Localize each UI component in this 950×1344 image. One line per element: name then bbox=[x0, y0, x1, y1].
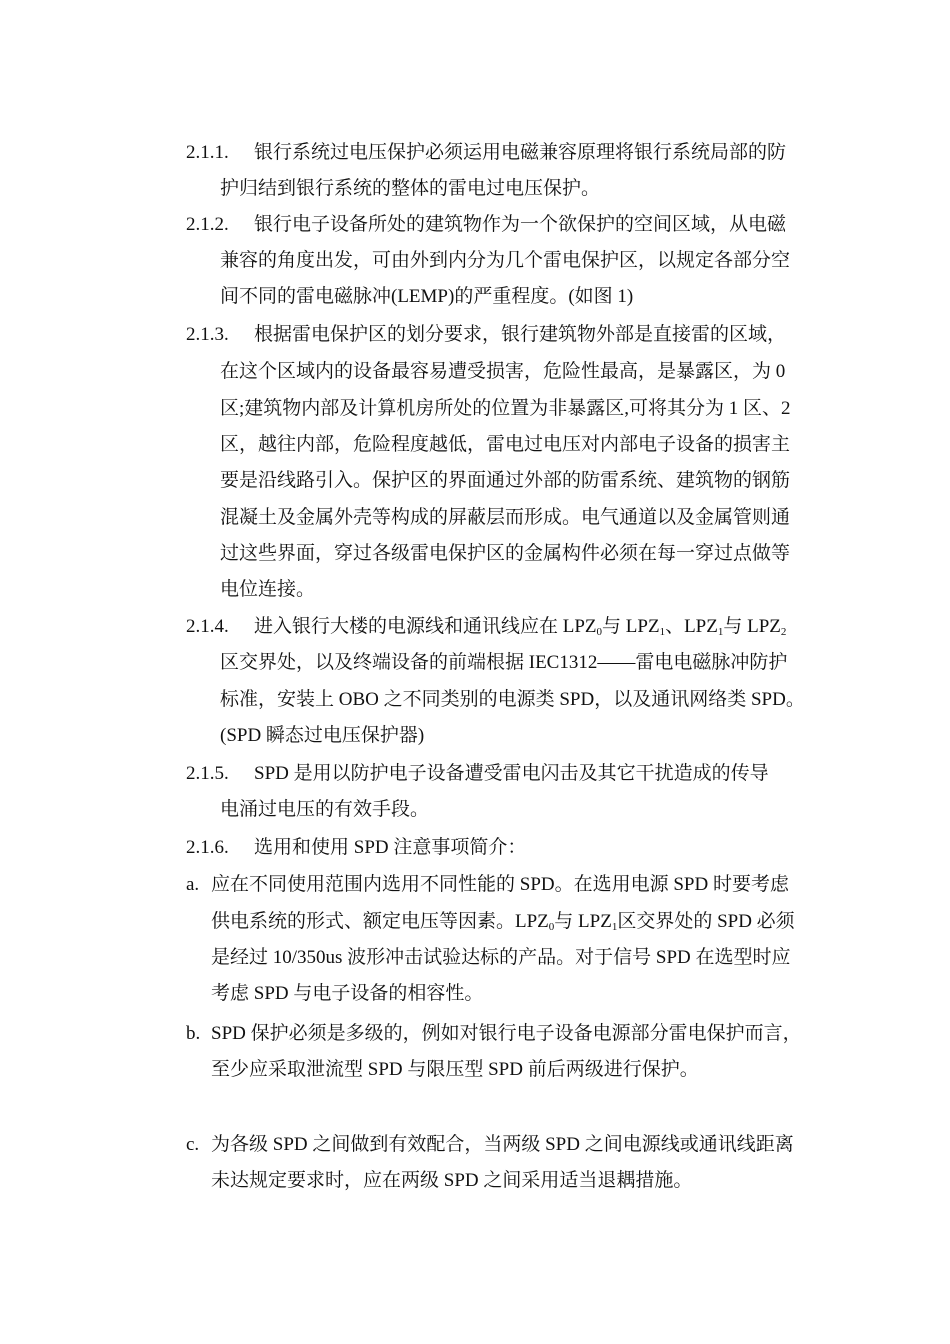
paragraph-line: 是经过 10/350us 波形冲击试验达标的产品。对于信号 SPD 在选型时应 bbox=[211, 947, 791, 968]
paragraph-line: 应在不同使用范围内选用不同性能的 SPD。在选用电源 SPD 时要考虑 bbox=[211, 874, 789, 895]
sub-item-label: c. bbox=[186, 1134, 200, 1155]
paragraph-line: 过这些界面，穿过各级雷电保护区的金属构件必须在每一穿过点做等 bbox=[220, 543, 791, 564]
subscript: 1 bbox=[659, 626, 666, 638]
item-number: 2.1.4. bbox=[186, 616, 229, 637]
paragraph-line: 未达规定要求时，应在两级 SPD 之间采用适当退耦措施。 bbox=[211, 1170, 693, 1191]
text-run: 进入银行大楼的电源线和通讯线应在 LPZ bbox=[254, 616, 597, 637]
subscript: 1 bbox=[717, 626, 724, 638]
text-run: 与 LPZ bbox=[602, 616, 660, 637]
paragraph-line: 在这个区域内的设备最容易遭受损害，危险性最高，是暴露区，为 0 bbox=[220, 361, 786, 382]
paragraph-line: (SPD 瞬态过电压保护器) bbox=[220, 725, 425, 746]
paragraph-line: 区，越往内部，危险程度越低，雷电过电压对内部电子设备的损害主 bbox=[220, 434, 791, 455]
paragraph-line: 电位连接。 bbox=[220, 579, 316, 600]
paragraph-line: 间不同的雷电磁脉冲(LEMP)的严重程度。(如图 1) bbox=[220, 286, 634, 307]
paragraph-line bbox=[211, 910, 795, 934]
paragraph-line: 银行系统过电压保护必须运用电磁兼容原理将银行系统局部的防 bbox=[254, 142, 787, 163]
text-run: 供电系统的形式、额定电压等因素。LPZ bbox=[211, 911, 549, 932]
paragraph-line: 区交界处，以及终端设备的前端根据 IEC1312——雷电电磁脉冲防护 bbox=[220, 652, 788, 673]
subscript: 2 bbox=[780, 626, 787, 638]
paragraph-line: 混凝土及金属外壳等构成的屏蔽层而形成。电气通道以及金属管则通 bbox=[220, 507, 791, 528]
paragraph-line: 兼容的角度出发，可由外到内分为几个雷电保护区，以规定各部分空 bbox=[220, 250, 791, 271]
paragraph-line: 为各级 SPD 之间做到有效配合，当两级 SPD 之间电源线或通讯线距离 bbox=[211, 1134, 794, 1155]
item-number: 2.1.5. bbox=[186, 763, 229, 784]
subscript: 1 bbox=[611, 921, 618, 933]
paragraph-line: 电涌过电压的有效手段。 bbox=[220, 799, 430, 820]
paragraph-line: 标准，安装上 OBO 之不同类别的电源类 SPD，以及通讯网络类 SPD。 bbox=[220, 689, 805, 710]
subscript: 0 bbox=[548, 921, 555, 933]
item-number: 2.1.1. bbox=[186, 142, 229, 163]
text-run: 与 LPZ bbox=[723, 616, 781, 637]
paragraph-line: 护归结到银行系统的整体的雷电过电压保护。 bbox=[220, 178, 601, 199]
sub-item-label: b. bbox=[186, 1023, 201, 1044]
paragraph-line: 考虑 SPD 与电子设备的相容性。 bbox=[211, 983, 484, 1004]
subscript: 0 bbox=[596, 626, 603, 638]
text-run: 区交界处的 SPD 必须 bbox=[617, 911, 795, 932]
item-number: 2.1.6. bbox=[186, 837, 229, 858]
item-number: 2.1.3. bbox=[186, 324, 229, 345]
paragraph-line: 区;建筑物内部及计算机房所处的位置为非暴露区,可将其分为 1 区、2 bbox=[220, 398, 791, 419]
paragraph-line: 至少应采取泄流型 SPD 与限压型 SPD 前后两级进行保护。 bbox=[211, 1059, 699, 1080]
paragraph-line: 要是沿线路引入。保护区的界面通过外部的防雷系统、建筑物的钢筋 bbox=[220, 470, 791, 491]
paragraph-line: SPD 是用以防护电子设备遭受雷电闪击及其它干扰造成的传导 bbox=[254, 763, 769, 784]
paragraph-line: 根据雷电保护区的划分要求，银行建筑物外部是直接雷的区域， bbox=[254, 324, 787, 345]
paragraph-line: SPD 保护必须是多级的，例如对银行电子设备电源部分雷电保护而言， bbox=[211, 1023, 802, 1044]
item-number: 2.1.2. bbox=[186, 214, 229, 235]
text-run: 、LPZ bbox=[665, 616, 718, 637]
paragraph-line: 选用和使用 SPD 注意事项简介： bbox=[254, 837, 527, 858]
paragraph-line: 银行电子设备所处的建筑物作为一个欲保护的空间区域，从电磁 bbox=[254, 214, 787, 235]
text-run: 与 LPZ bbox=[554, 911, 612, 932]
sub-item-label: a. bbox=[186, 874, 200, 895]
paragraph-line bbox=[254, 615, 786, 639]
